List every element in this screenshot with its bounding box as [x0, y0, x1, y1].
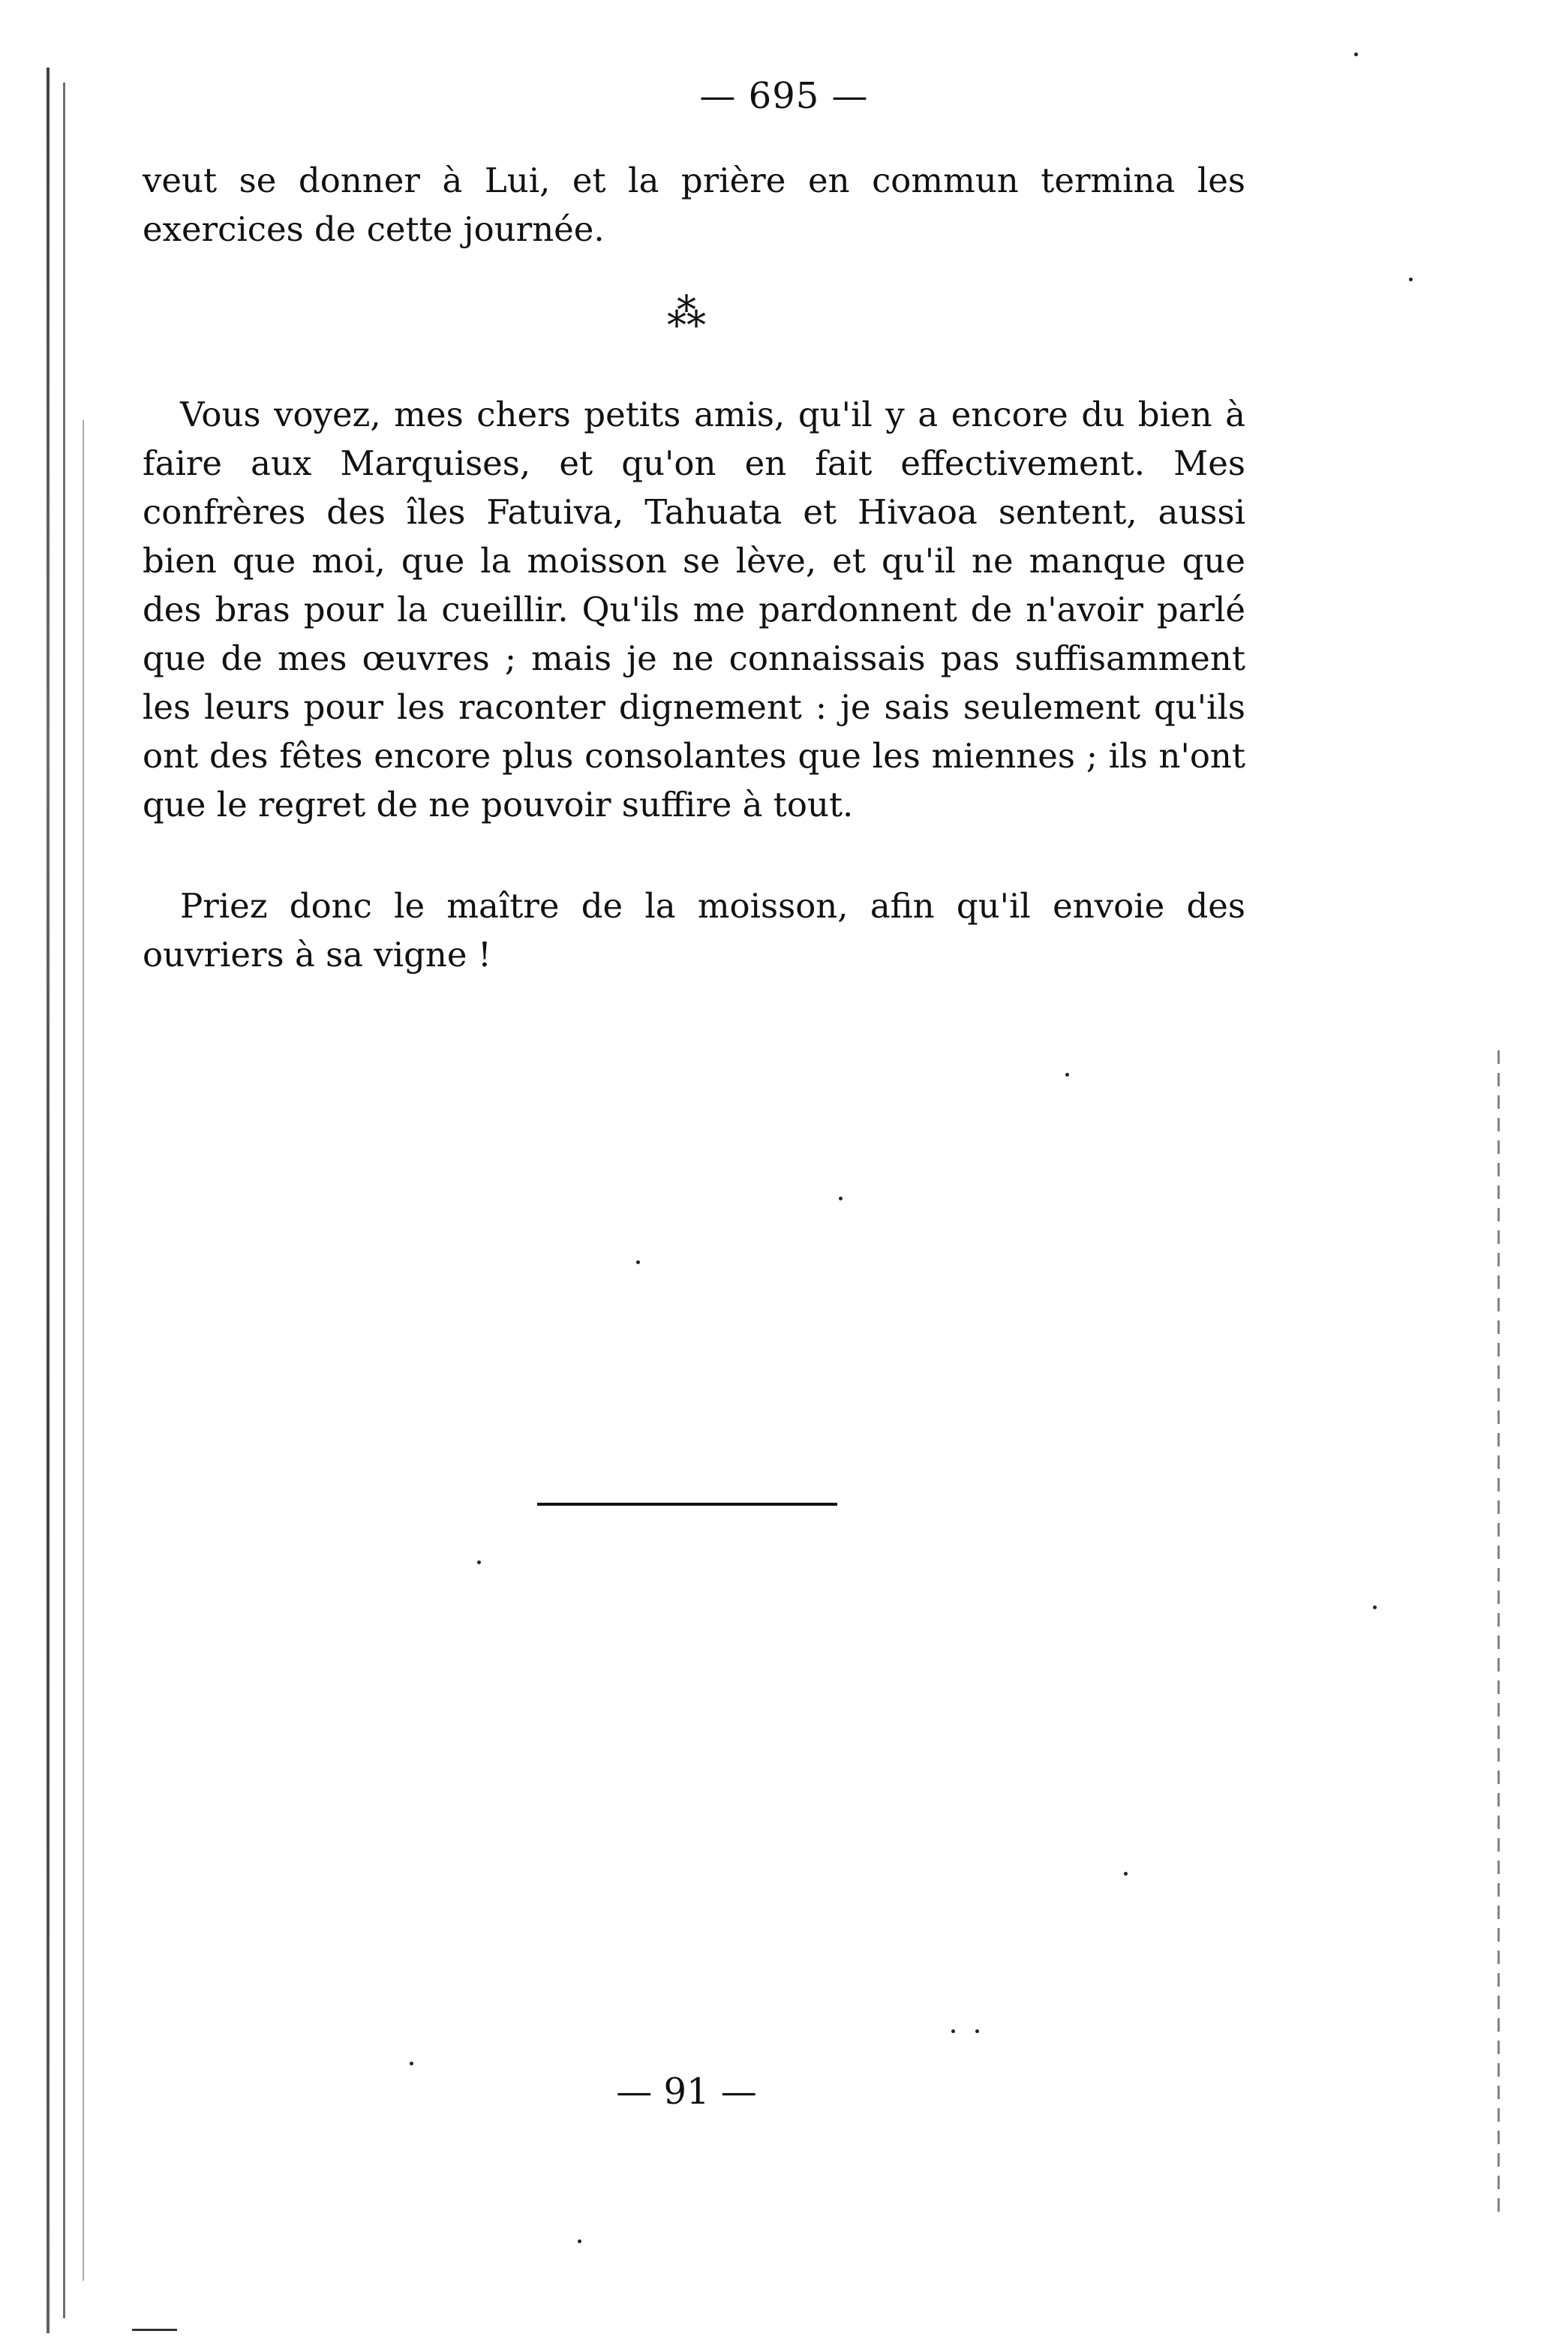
scan-speck [636, 1260, 640, 1264]
section-divider-rule [537, 1503, 837, 1506]
scan-speck [1373, 1606, 1377, 1609]
scan-speck [477, 1560, 481, 1564]
page-number-footer: — 91 — [616, 2071, 757, 2113]
binding-edge-shadow [83, 420, 84, 2281]
scan-speck [578, 2239, 581, 2243]
scan-speck [839, 1197, 843, 1200]
scan-speck [1065, 1073, 1069, 1077]
page-number-header: — 695 — [699, 75, 869, 117]
binding-edge-inner [63, 83, 65, 2318]
scan-speck [975, 2029, 979, 2033]
scan-speck [1124, 1872, 1128, 1876]
scan-speck [1354, 53, 1358, 56]
section-asterism: ⁂ [667, 291, 706, 336]
page-edge-right [1497, 1050, 1500, 2213]
scan-speck [1409, 278, 1413, 281]
scan-speck [410, 2062, 413, 2065]
corner-mark [132, 2329, 177, 2331]
binding-edge [47, 68, 50, 2333]
paragraph-2: Vous voyez, mes chers petits amis, qu'il y a encore du bien à faire aux Marquises, et qu'on en fait effectivement. Mes confrères des îles Fatuiva, Tahuata et Hivaoa sentent, aussi bien que moi, que la moisson se lève, et qu'il ne manque que des bras pour la cueillir. Qu'ils me pardonnent de n'avoir parlé que de mes œuvres ; mais je ne connaissais pas suffisamment les leurs pour les raconter dignement : je sais seulement qu'ils ont des fêtes encore plus consolantes que les miennes ; ils n'ont que le regret de ne pouvoir suffire à tout. [143, 395, 1245, 825]
paragraph-1: veut se donner à Lui, et la prière en commun termina les exercices de cette journée. [143, 161, 1245, 249]
paragraph-3: Priez donc le maître de la moisson, afin qu'il envoie des ouvriers à sa vigne ! [143, 886, 1245, 975]
scan-speck [951, 2029, 955, 2033]
